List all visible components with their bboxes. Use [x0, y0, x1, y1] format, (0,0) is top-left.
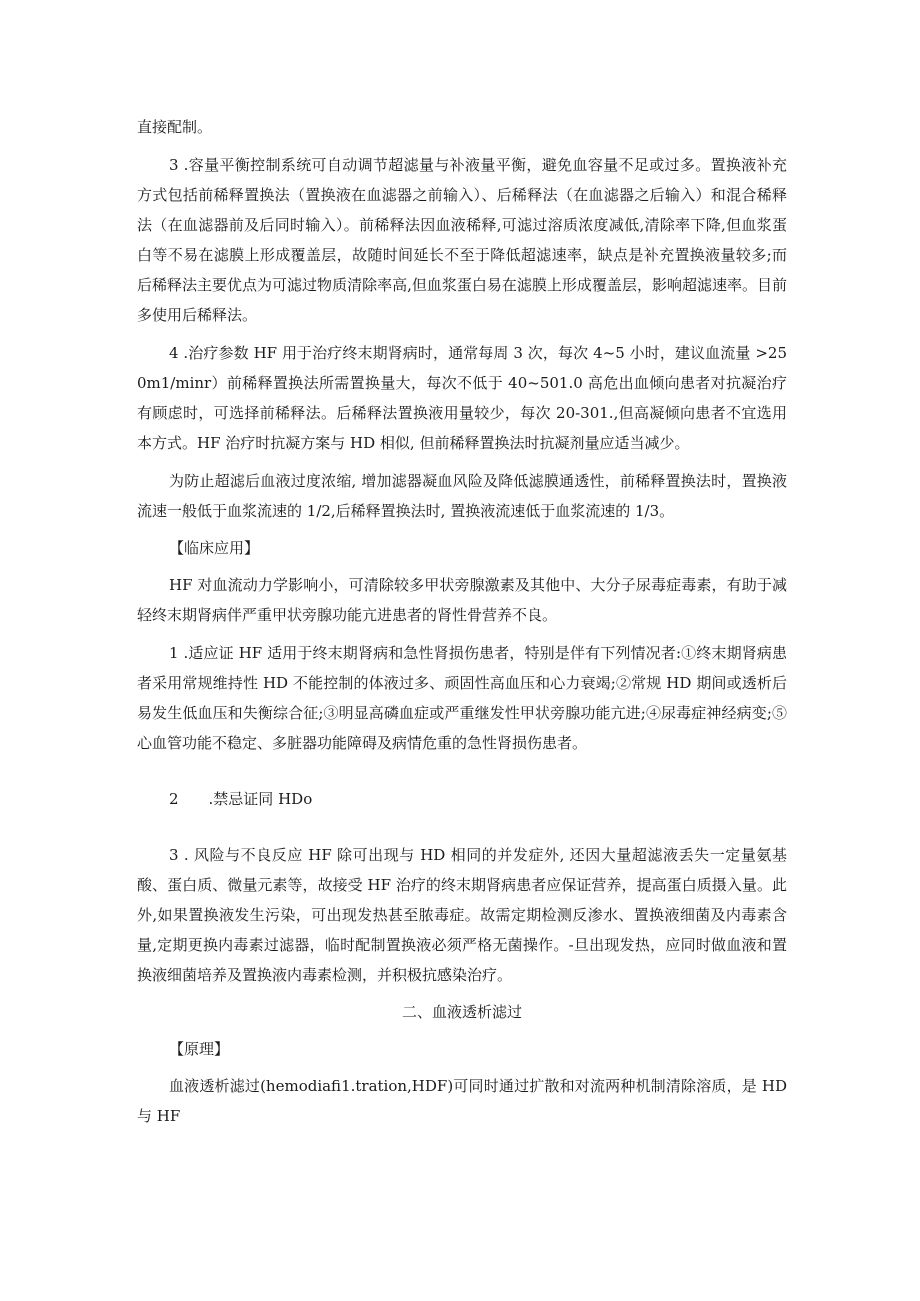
paragraph-hdf-definition: 血液透析滤过(hemodiafi1.tration,HDF)可同时通过扩散和对流两种机制清除溶质，是 HD 与 HF	[137, 1077, 787, 1125]
paragraph-volume-balance: 3 .容量平衡控制系统可自动调节超滤量与补液量平衡，避免血容量不足或过多。置换液补充方式包括前稀释置换法（置换液在血滤器之前输入）、后稀释法（在血滤器之后输入）和混合稀释法（在血滤器前及后同时输入）。前稀释法因血液稀释,可滤过溶质浓度减低,清除率下降,但血浆蛋白等不易在滤膜上形成覆盖层，故随时间延长不至于降低超滤速率，缺点是补充置换液量较多;而后稀释法主要优点为可滤过物质清除率高,但血浆蛋白易在滤膜上形成覆盖层，影响超滤速率。目前多使用后稀释法。	[137, 156, 787, 324]
paragraph-risks: 3 . 风险与不良反应 HF 除可出现与 HD 相同的并发症外, 还因大量超滤液丢失一定量氨基酸、蛋白质、微量元素等，故接受 HF 治疗的终末期肾病患者应保证营养，提高蛋白质摄入量。此外,如果置换液发生污染，可出现发热甚至脓毒症。故需定期检测反渗水、置换液细菌及内毒素含量,定期更换内毒素过滤器，临时配制置换液必须严格无菌操作。-旦出现发热，应同时做血液和置换液细菌培养及置换液内毒素检测，并积极抗感染治疗。	[137, 846, 787, 984]
heading-principle: 【原理】	[169, 1040, 230, 1058]
paragraph-contraindications: 2 .禁忌证同 HDo	[169, 790, 313, 808]
paragraph-indications: 1 .适应证 HF 适用于终末期肾病和急性肾损伤患者，特别是伴有下列情况者:①终末期肾病患者采用常规维持性 HD 不能控制的体液过多、顽固性高血压和心力衰竭;②常规 HD 期间或透析后易发生低血压和失衡综合征;③明显高磷血症或严重继发性甲状旁腺功能亢进;④尿毒症神经病变;⑤心血管功能不稳定、多脏器功能障碍及病情危重的急性肾损伤患者。	[137, 644, 787, 752]
paragraph-flow-rate: 为防止超滤后血液过度浓缩, 增加滤器凝血风险及降低滤膜通透性，前稀释置换法时，置换液流速一般低于血浆流速的 1/2,后稀释置换法时, 置换液流速低于血浆流速的 1/3。	[137, 472, 787, 520]
paragraph-treatment-parameters: 4 .治疗参数 HF 用于治疗终末期肾病时，通常每周 3 次，每次 4~5 小时，建议血流量 >250m1∕minr）前稀释置换法所需置换量大，每次不低于 40~501.0 高危出血倾向患者对抗凝治疗有顾虑时，可选择前稀释法。后稀释法置换液用量较少，每次 20-301.,但高凝倾向患者不宜选用本方式。HF 治疗时抗凝方案与 HD 相似, 但前稀释置换法时抗凝剂量应适当减少。	[137, 344, 787, 452]
paragraph-hf-effects: HF 对血流动力学影响小，可清除较多甲状旁腺激素及其他中、大分子尿毒症毒素，有助于减轻终末期肾病伴严重甲状旁腺功能亢进患者的肾性骨营养不良。	[137, 576, 787, 624]
section-title-hemodiafiltration: 二、血液透析滤过	[401, 1003, 522, 1021]
heading-clinical-application: 【临床应用】	[169, 539, 260, 557]
paragraph-continuation: 直接配制。	[137, 118, 213, 136]
document-page	[137, 112, 787, 1131]
